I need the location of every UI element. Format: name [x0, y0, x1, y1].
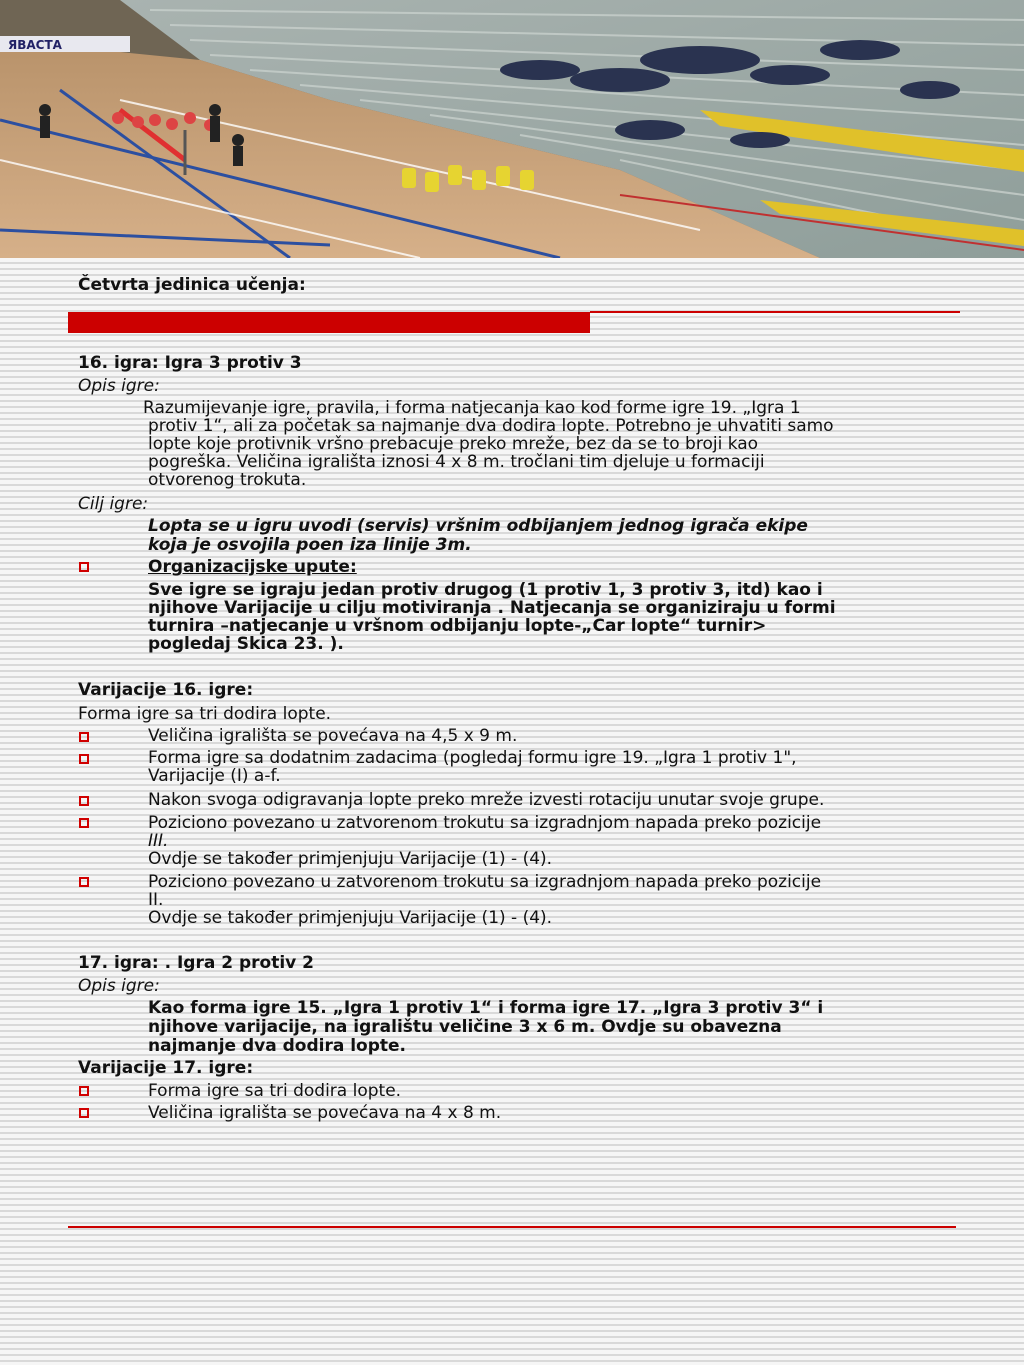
game16-var-intro: Forma igre sa tri dodira lopte.	[78, 704, 332, 724]
game16-goal-line: koja je osvojila poen iza linije 3m.	[148, 535, 472, 555]
game16-org-label: Organizacijske upute:	[148, 557, 357, 577]
bottom-red-line	[68, 1226, 956, 1228]
game16-var-item: Forma igre sa dodatnim zadacima (pogledaj formu igre 19. „Igra 1 protiv 1",	[148, 748, 797, 768]
red-square-bullet-icon	[79, 818, 89, 828]
game17-desc-line: Kao forma igre 15. „Igra 1 protiv 1“ i forma igre 17. „Igra 3 protiv 3“ i	[148, 998, 824, 1018]
red-square-bullet-icon	[79, 1108, 89, 1118]
game17-var-heading: Varijacije 17. igre:	[78, 1058, 254, 1078]
game17-desc-line: najmanje dva dodira lopte.	[148, 1036, 407, 1056]
game16-var-item-cont: Ovdje se također primjenjuju Varijacije (1) - (4).	[148, 908, 553, 928]
game16-var-item-cont: II.	[148, 890, 164, 910]
game16-desc-line: otvorenog trokuta.	[148, 470, 307, 490]
sports-hall-photo	[0, 0, 1024, 258]
red-divider-line	[590, 311, 960, 313]
game16-var-item: Poziciono povezano u zatvorenom trokutu sa izgradnjom napada preko pozicije	[148, 872, 822, 892]
game16-org-line: pogledaj Skica 23. ).	[148, 634, 344, 654]
game16-desc-line: protiv 1“, ali za početak sa najmanje dva dodira lopte. Potrebno je uhvatiti samo	[148, 416, 834, 436]
game16-var-item: Veličina igrališta se povećava na 4,5 x 9 m.	[148, 726, 518, 746]
game17-desc-line: njihove varijacije, na igralištu veličine 3 x 6 m. Ovdje su obavezna	[148, 1017, 782, 1037]
game16-var-item-cont: Ovdje se također primjenjuju Varijacije (1) - (4).	[148, 849, 553, 869]
game16-var-item: Nakon svoga odigravanja lopte preko mreže izvesti rotaciju unutar svoje grupe.	[148, 790, 825, 810]
game16-var-heading: Varijacije 16. igre:	[78, 680, 254, 700]
red-square-bullet-icon	[79, 754, 89, 764]
game16-desc-line: lopte koje protivnik vršno prebacuje preko mreže, bez da se to broji kao	[148, 434, 759, 454]
red-square-bullet-icon	[79, 877, 89, 887]
game16-goal-label: Cilj igre:	[78, 494, 149, 514]
game17-var-item: Veličina igrališta se povećava na 4 x 8 m.	[148, 1103, 502, 1123]
game16-heading: 16. igra: Igra 3 protiv 3	[78, 353, 302, 373]
red-square-bullet-icon	[79, 732, 89, 742]
red-square-bullet-icon	[79, 562, 89, 572]
game17-var-item: Forma igre sa tri dodira lopte.	[148, 1081, 402, 1101]
game16-var-item-cont: Varijacije (I) a-f.	[148, 766, 281, 786]
red-divider-bar	[68, 312, 590, 333]
game16-var-item: Poziciono povezano u zatvorenom trokutu sa izgradnjom napada preko pozicije	[148, 813, 822, 833]
game16-desc-line: Razumijevanje igre, pravila, i forma natjecanja kao kod forme igre 19. „Igra 1	[143, 398, 801, 418]
game17-heading: 17. igra: . Igra 2 protiv 2	[78, 953, 315, 973]
game16-org-line: Sve igre se igraju jedan protiv drugog (1 protiv 1, 3 protiv 3, itd) kao i	[148, 580, 823, 600]
unit-title: Četvrta jedinica učenja:	[78, 275, 306, 295]
red-square-bullet-icon	[79, 1086, 89, 1096]
game16-desc-label: Opis igre:	[78, 376, 160, 396]
game16-org-line: turnira –natjecanje u vršnom odbijanju lopte-„Car lopte“ turnir>	[148, 616, 767, 636]
game16-desc-line: pogreška. Veličina igrališta iznosi 4 x 8 m. tročlani tim djeluje u formaciji	[148, 452, 765, 472]
banner-text: ЯВАСТА	[8, 38, 62, 52]
game16-org-line: njihove Varijacije u cilju motiviranja . Natjecanja se organiziraju u formi	[148, 598, 836, 618]
sports-hall-illustration	[0, 0, 1024, 258]
game16-goal-line: Lopta se u igru uvodi (servis) vršnim odbijanjem jednog igrača ekipe	[148, 516, 808, 536]
game17-desc-label: Opis igre:	[78, 976, 160, 996]
red-square-bullet-icon	[79, 796, 89, 806]
game16-var-item-cont: III.	[148, 831, 169, 851]
